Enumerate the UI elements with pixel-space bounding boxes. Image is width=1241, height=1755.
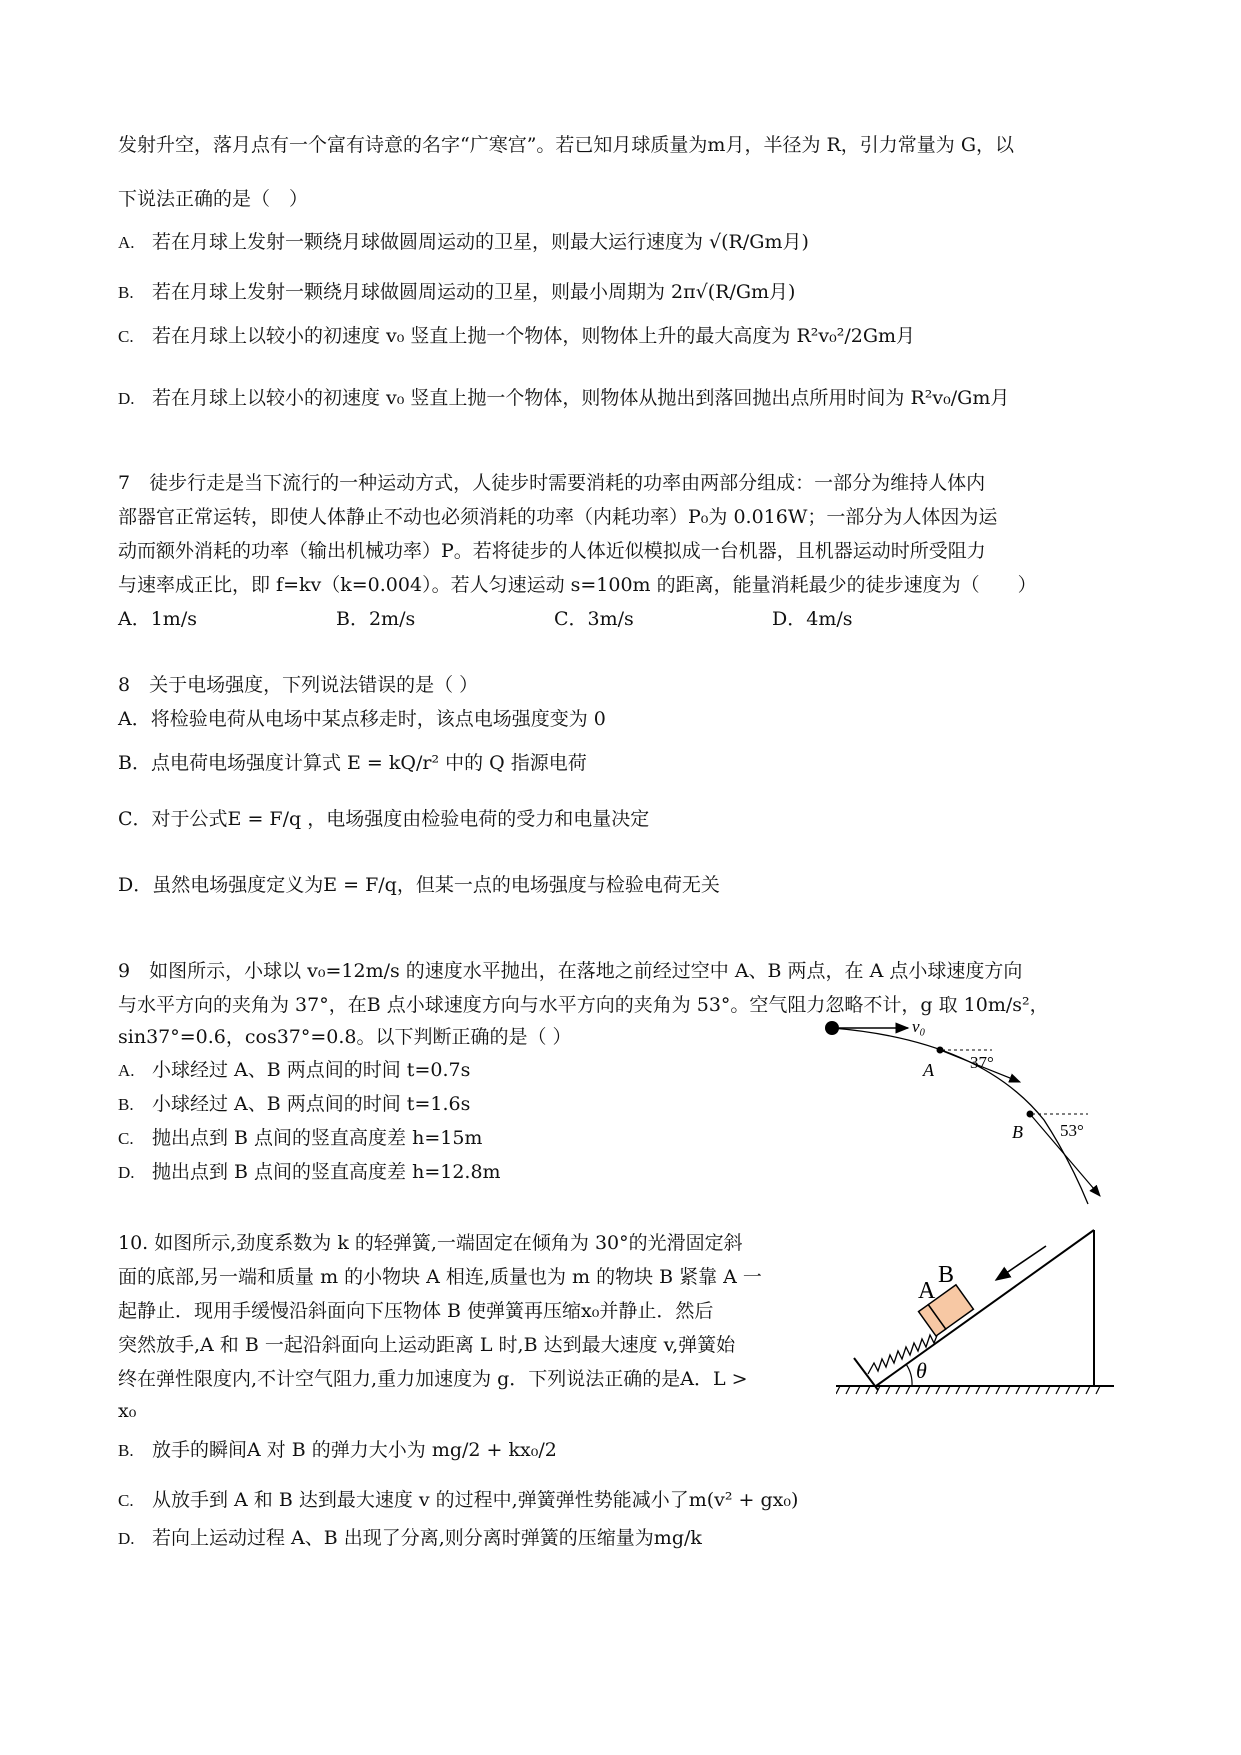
option-label: A. (118, 1061, 135, 1080)
q9-option-b (118, 1090, 470, 1119)
q9-line2: 与水平方向的夹角为 37°，在B 点小球速度方向与水平方向的夹角为 53°。空气阻力忽略不计，g 取 10m/s²， (118, 994, 1049, 1016)
q7-option-b: B．2m/s (336, 608, 416, 630)
block-b-label: B (938, 1262, 955, 1288)
q10-option-c (118, 1486, 798, 1515)
option-text: 小球经过 A、B 两点间的时间 t=1.6s (152, 1093, 471, 1115)
q9-line3: sin37°=0.6，cos37°=0.8。以下判断正确的是（ ） (118, 1026, 572, 1048)
q7-options (118, 606, 990, 632)
q10-option-b (118, 1436, 557, 1465)
q10-option-d (118, 1524, 702, 1553)
q10-line3: 起静止．现用手缓慢沿斜面向下压物体 B 使弹簧再压缩x₀并静止．然后 (118, 1300, 714, 1322)
option-text: 若在月球上发射一颗绕月球做圆周运动的卫星，则最小周期为 2π√(R/Gm月) (152, 281, 796, 303)
theta-label: θ (916, 1358, 927, 1383)
q9-option-c (118, 1124, 482, 1153)
q8-stem: 8 关于电场强度，下列说法错误的是（ ） (118, 674, 479, 696)
option-label: D. (118, 1529, 135, 1548)
q6-option-d (118, 384, 1009, 413)
option-text: 若在月球上以较小的初速度 v₀ 竖直上抛一个物体，则物体从抛出到落回抛出点所用时间为 R²v₀/Gm月 (152, 387, 1010, 409)
q10-incline-figure (836, 1218, 1116, 1398)
q9-trajectory-figure (820, 1010, 1120, 1210)
option-text: 若向上运动过程 A、B 出现了分离,则分离时弹簧的压缩量为mg/k (152, 1527, 702, 1549)
q10-line6: x₀ (118, 1400, 137, 1422)
q10-line1: 10. 如图所示,劲度系数为 k 的轻弹簧,一端固定在倾角为 30°的光滑固定斜 (118, 1232, 743, 1254)
option-text: 若在月球上发射一颗绕月球做圆周运动的卫星，则最大运行速度为 √(R/Gm月) (152, 231, 809, 253)
block-a-label: A (918, 1278, 936, 1304)
point-b-label: B (1012, 1122, 1023, 1142)
q6-stem-line2: 下说法正确的是（ ） (118, 188, 309, 210)
q7-option-c: C．3m/s (554, 608, 634, 630)
point-a-label: A (923, 1060, 934, 1080)
q7-line1: 7 徒步行走是当下流行的一种运动方式，人徒步时需要消耗的功率由两部分组成：一部分为维持人体内 (118, 472, 986, 494)
option-label: C. (118, 327, 134, 346)
q6-option-a (118, 228, 809, 257)
theta-arc (906, 1364, 912, 1386)
q8-option-a: A．将检验电荷从电场中某点移走时，该点电场强度变为 0 (118, 708, 606, 730)
option-text: 若在月球上以较小的初速度 v₀ 竖直上抛一个物体，则物体上升的最大高度为 R²v₀²/2Gm月 (152, 325, 916, 347)
angle-b-label: 53° (1060, 1121, 1084, 1140)
option-text: 小球经过 A、B 两点间的时间 t=0.7s (152, 1059, 471, 1081)
q10-line4: 突然放手,A 和 B 一起沿斜面向上运动距离 L 时,B 达到最大速度 v,弹簧始 (118, 1334, 736, 1356)
option-text: 放手的瞬间A 对 B 的弹力大小为 mg/2 + kx₀/2 (152, 1439, 557, 1461)
v0-label: v₀ (912, 1017, 926, 1036)
q8-option-d: D．虽然电场强度定义为E = F/q，但某一点的电场强度与检验电荷无关 (118, 874, 720, 896)
option-label: D. (118, 1163, 135, 1182)
option-label: A. (118, 233, 135, 252)
option-label: B. (118, 1095, 134, 1114)
option-text: 抛出点到 B 点间的竖直高度差 h=12.8m (152, 1161, 501, 1183)
q8-option-b: B．点电荷电场强度计算式 E = kQ/r² 中的 Q 指源电荷 (118, 752, 587, 774)
option-text: 从放手到 A 和 B 达到最大速度 v 的过程中,弹簧弹性势能减小了m(v² + gx₀) (152, 1489, 799, 1511)
option-text: 抛出点到 B 点间的竖直高度差 h=15m (152, 1127, 483, 1149)
q7-option-a: A．1m/s (118, 608, 197, 630)
trajectory-curve (832, 1028, 1088, 1204)
angle-a-label: 37° (970, 1053, 994, 1072)
q9-option-d (118, 1158, 501, 1187)
q8-option-c: C．对于公式E = F/q ，电场强度由检验电荷的受力和电量决定 (118, 808, 650, 830)
q10-line2: 面的底部,另一端和质量 m 的小物块 A 相连,质量也为 m 的物块 B 紧靠 A 一 (118, 1266, 762, 1288)
q7-line3: 动而额外消耗的功率（输出机械功率）P。若将徒步的人体近似模拟成一台机器，且机器运动时所受阻力 (118, 540, 986, 562)
q7-line4: 与速率成正比，即 f=kv（k=0.004）。若人匀速运动 s=100m 的距离，能量消耗最少的徒步速度为（ ） (118, 574, 1037, 596)
q7-option-d: D．4m/s (772, 608, 853, 630)
option-label: B. (118, 283, 134, 302)
q10-line5: 终在弹性限度内,不计空气阻力,重力加速度为 g．下列说法正确的是A．L > (118, 1368, 748, 1390)
q9-line1: 9 如图所示，小球以 v₀=12m/s 的速度水平抛出，在落地之前经过空中 A、B 两点，在 A 点小球速度方向 (118, 960, 1023, 982)
option-label: B. (118, 1441, 134, 1460)
q6-stem-line1: 发射升空，落月点有一个富有诗意的名字“广寒宫”。若已知月球质量为m月，半径为 R，引力常量为 G，以 (118, 134, 1015, 156)
push-arrow (996, 1246, 1046, 1280)
option-label: C. (118, 1491, 134, 1510)
q6-option-c (118, 322, 915, 351)
q6-option-b (118, 278, 795, 307)
incline-surface (876, 1230, 1094, 1386)
option-label: C. (118, 1129, 134, 1148)
q7-line2: 部器官正常运转，即使人体静止不动也必须消耗的功率（内耗功率）P₀为 0.016W；一部分为人体因为运 (118, 506, 998, 528)
q9-option-a (118, 1056, 470, 1085)
option-label: D. (118, 389, 135, 408)
